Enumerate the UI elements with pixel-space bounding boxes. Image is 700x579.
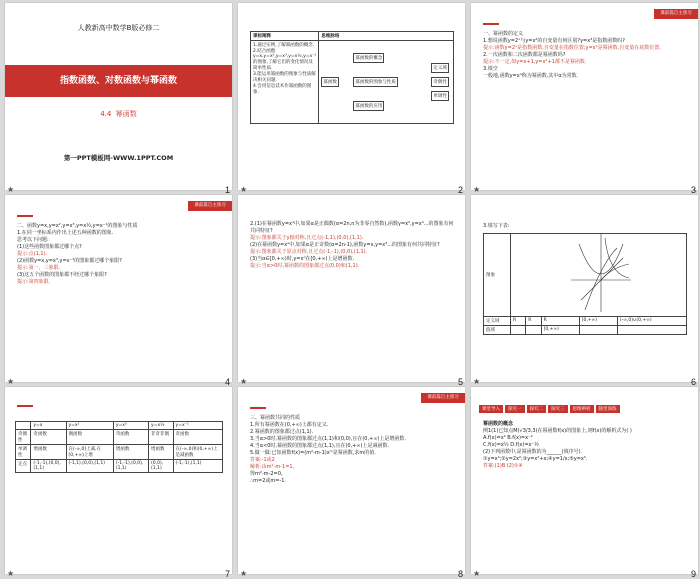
map-root: 幂函数 bbox=[321, 77, 339, 87]
instruction-text: 3.填写下表: bbox=[483, 223, 510, 229]
map-leaf-domain: 定义域 bbox=[431, 63, 449, 73]
section-tag: 课前篇自主预习 bbox=[421, 393, 465, 403]
slide-number: 3 bbox=[690, 185, 696, 195]
nav-intro[interactable]: 课堂导入 bbox=[479, 405, 503, 413]
site-label: 第一PPT模板网-WWW.1PPT.COM bbox=[63, 154, 174, 162]
header-left: 课标阐释 bbox=[251, 32, 319, 41]
row-label-range: 值域 bbox=[484, 326, 511, 335]
graph-cell bbox=[511, 234, 687, 317]
map-node-concept: 幂函数的概念 bbox=[353, 53, 384, 63]
star-icon: ★ bbox=[7, 185, 15, 194]
col-1: y=x bbox=[31, 422, 66, 430]
property-table: y=x y=x² y=x³ y=x½ y=x⁻¹ 奇偶性 奇函数 偶函数 奇函数 非奇非偶 奇函数 单调性 增函数 在(-∞,0]上减,在[0,+∞)上增 增函数 增函数 在(-∞,0)和(0,+∞)上是减函数 定点 (-1,-1),(0,0),(1,1) (-1,1),(0,0),(1,1) (-1,-1),(0,0),(1,1) (0,0),(1,1) (-1,-1),(1,1) bbox=[15, 421, 223, 473]
mind-map bbox=[319, 41, 454, 124]
star-icon: ★ bbox=[240, 377, 248, 386]
chapter-title: 指数函数、对数函数与幂函数 bbox=[59, 76, 177, 86]
objectives-list: 1.通过实例,了解幂函数的概念. 2.结合函数y=x,y=x²,y=x³,y=x½,y=x⁻¹的图象,了解它们的变化情况及简单性质. 3.能运用幂函数的图象与性质解决相关问题. 4.会用信息技术作幂函数的图象. bbox=[251, 41, 319, 124]
col-3: y=x³ bbox=[113, 422, 148, 430]
slide-4[interactable] bbox=[5, 195, 232, 382]
header-right: 思维脉络 bbox=[319, 32, 454, 41]
star-icon: ★ bbox=[7, 377, 15, 386]
section-title: 4.4 幂函数 bbox=[100, 110, 137, 118]
objectives-table bbox=[250, 31, 454, 124]
slide-number: 7 bbox=[224, 569, 230, 579]
slide-number: 6 bbox=[690, 377, 696, 387]
slide-text: 幂函数的概念 例1(1)已知点M(√3/3,3)在幂函数f(x)的图象上,则f(x)的解析式为( ) A.f(x)=x² B.f(x)=x⁻² C.f(x)=x½ D.f(x)=x⁻½ (2)下列函数中,是幂函数的为______(填序号). ①y=x⁴;②y=2x²;③y=x²+x;④y=1/x;⑤y=x⁰. 答案:(1)B (2)①④ bbox=[483, 421, 632, 469]
thumbnail-3[interactable] bbox=[469, 3, 700, 195]
thumbnail-6[interactable] bbox=[469, 195, 700, 387]
range-3: [0,+∞) bbox=[541, 326, 579, 335]
slide-text: 二、函数y=x,y=x²,y=x³,y=x½,y=x⁻¹的图象与性质 1.在同一坐标系内作出上述五种函数的图象. 思考以下问题: (1)这些函数图象都过哪个点? 提示:点(1,1). (2)函数y=x,y=x³,y=x⁻¹的图象都过哪个象限? 提示:第一、三象限. (3)这五个函数的图象都不经过哪个象限? 提示:第四象限. bbox=[17, 223, 138, 285]
slide-number: 8 bbox=[457, 569, 463, 579]
slide-text: 2.(1)在幂函数y=xᵅ中,如果α是正偶数(α=2n,n为非零自然数),函数y=x²,y=x⁴...的图象有何共同特征? 提示:图象都关于y轴对称,且过点(-1,1),(0,0),(1,1). (2)在幂函数y=xᵅ中,如果α是正奇数(α=2n-1),函数y=x,y=x³...的图象有何共同特征? 提示:图象都关于原点对称,且过点(-1,-1),(0,0),(1,1). (3)当α∈[0,+∞)时,y=xᵅ在[0,+∞)上是增函数. 提示:当α>0时,幂函数的图象都过点(0,0)和(1,1). bbox=[250, 221, 454, 269]
map-node-graph: 幂函数的图象与性质 bbox=[353, 77, 398, 87]
fill-table bbox=[483, 233, 687, 335]
section-tag: 课前篇自主预习 bbox=[188, 201, 232, 211]
section-tag: 课前篇自主预习 bbox=[654, 9, 698, 19]
star-icon: ★ bbox=[473, 569, 481, 578]
slide-8[interactable] bbox=[238, 387, 465, 574]
thumbnail-7[interactable] bbox=[3, 387, 236, 579]
nav-explore-2[interactable]: 探究二 bbox=[527, 405, 547, 413]
domain-4: [0,+∞) bbox=[579, 317, 617, 326]
thumbnail-8[interactable] bbox=[236, 387, 469, 579]
thumbnail-2[interactable] bbox=[236, 3, 469, 195]
map-leaf-mono: 单调性 bbox=[431, 91, 449, 101]
thumbnail-9[interactable] bbox=[469, 387, 700, 579]
col-5: y=x⁻¹ bbox=[173, 422, 222, 430]
star-icon: ★ bbox=[240, 185, 248, 194]
star-icon: ★ bbox=[7, 569, 15, 578]
slide-number: 1 bbox=[224, 185, 230, 195]
nav-explore-3[interactable]: 探究三 bbox=[548, 405, 568, 413]
slide-7[interactable] bbox=[5, 387, 232, 574]
star-icon: ★ bbox=[473, 377, 481, 386]
star-icon: ★ bbox=[240, 569, 248, 578]
map-leaf-parity: 奇偶性 bbox=[431, 77, 449, 87]
slide-3[interactable] bbox=[471, 3, 698, 190]
thumbnail-1[interactable] bbox=[3, 3, 236, 195]
slide-1[interactable] bbox=[5, 3, 232, 190]
title-banner bbox=[5, 65, 232, 97]
nav-bar bbox=[479, 395, 622, 414]
accent-bar bbox=[250, 407, 266, 409]
accent-bar bbox=[17, 405, 33, 407]
col-2: y=x² bbox=[66, 422, 113, 430]
nav-thinking[interactable]: 思维辨析 bbox=[570, 405, 594, 413]
slide-5[interactable] bbox=[238, 195, 465, 382]
domain-5: (-∞,0)∪(0,+∞) bbox=[617, 317, 686, 326]
accent-bar bbox=[17, 215, 33, 217]
slide-6[interactable] bbox=[471, 195, 698, 382]
slide-text: 三、幂函数共同的性质 1.所有幂函数在(0,+∞)上都有定义. 2.幂函数的图象都过点(1,1). 3.当α>0时,幂函数的图象都过点(1,1)和(0,0),且在(0,+∞)上是增函数. 4.当α<0时,幂函数的图象都过点(1,1),且在(0,+∞)上是减函数. 5.做一做:已知函数f(x)=(m²-m-1)xᵐ是幂函数,求m的值. 答案:-1或2 解析:由m²-m-1=1, 得m²-m-2=0, ∴m=2或m=-1. bbox=[250, 415, 406, 484]
nav-practice[interactable]: 随堂演练 bbox=[596, 405, 620, 413]
slide-text: 一、幂函数的定义 1.想说函数y=2ˣ与y=x²的自变量有何区别?y=x³是指数函数吗? 提示:函数y=2ˣ是指数函数,自变量在指数位置;y=x²是幂函数,自变量在底数位置. 2.一次函数和二次函数都是幂函数吗? 提示:不一定,如y=x+1,y=x²+1都不是幂函数. 3.填空 一般地,函数y=xᵅ称为幂函数,其中α为常数. bbox=[483, 31, 661, 79]
power-function-graph bbox=[571, 234, 631, 312]
domain-3: R bbox=[541, 317, 579, 326]
nav-explore-1[interactable]: 探究一 bbox=[505, 405, 525, 413]
slide-number: 9 bbox=[690, 569, 696, 579]
slide-2[interactable] bbox=[238, 3, 465, 190]
star-icon: ★ bbox=[473, 185, 481, 194]
accent-bar bbox=[483, 23, 499, 25]
thumbnail-5[interactable] bbox=[236, 195, 469, 387]
slide-number: 4 bbox=[224, 377, 230, 387]
row-label-graph: 图象 bbox=[484, 234, 511, 317]
domain-1: R bbox=[511, 317, 526, 326]
domain-2: R bbox=[526, 317, 541, 326]
row-label-domain: 定义域 bbox=[484, 317, 511, 326]
slide-number: 2 bbox=[457, 185, 463, 195]
map-node-apply: 幂函数的应用 bbox=[353, 101, 384, 111]
slide-number: 5 bbox=[457, 377, 463, 387]
book-title: 人教新高中数学B版必修二 bbox=[77, 24, 160, 32]
col-4: y=x½ bbox=[149, 422, 174, 430]
slide-9[interactable] bbox=[471, 387, 698, 574]
thumbnail-4[interactable] bbox=[3, 195, 236, 387]
